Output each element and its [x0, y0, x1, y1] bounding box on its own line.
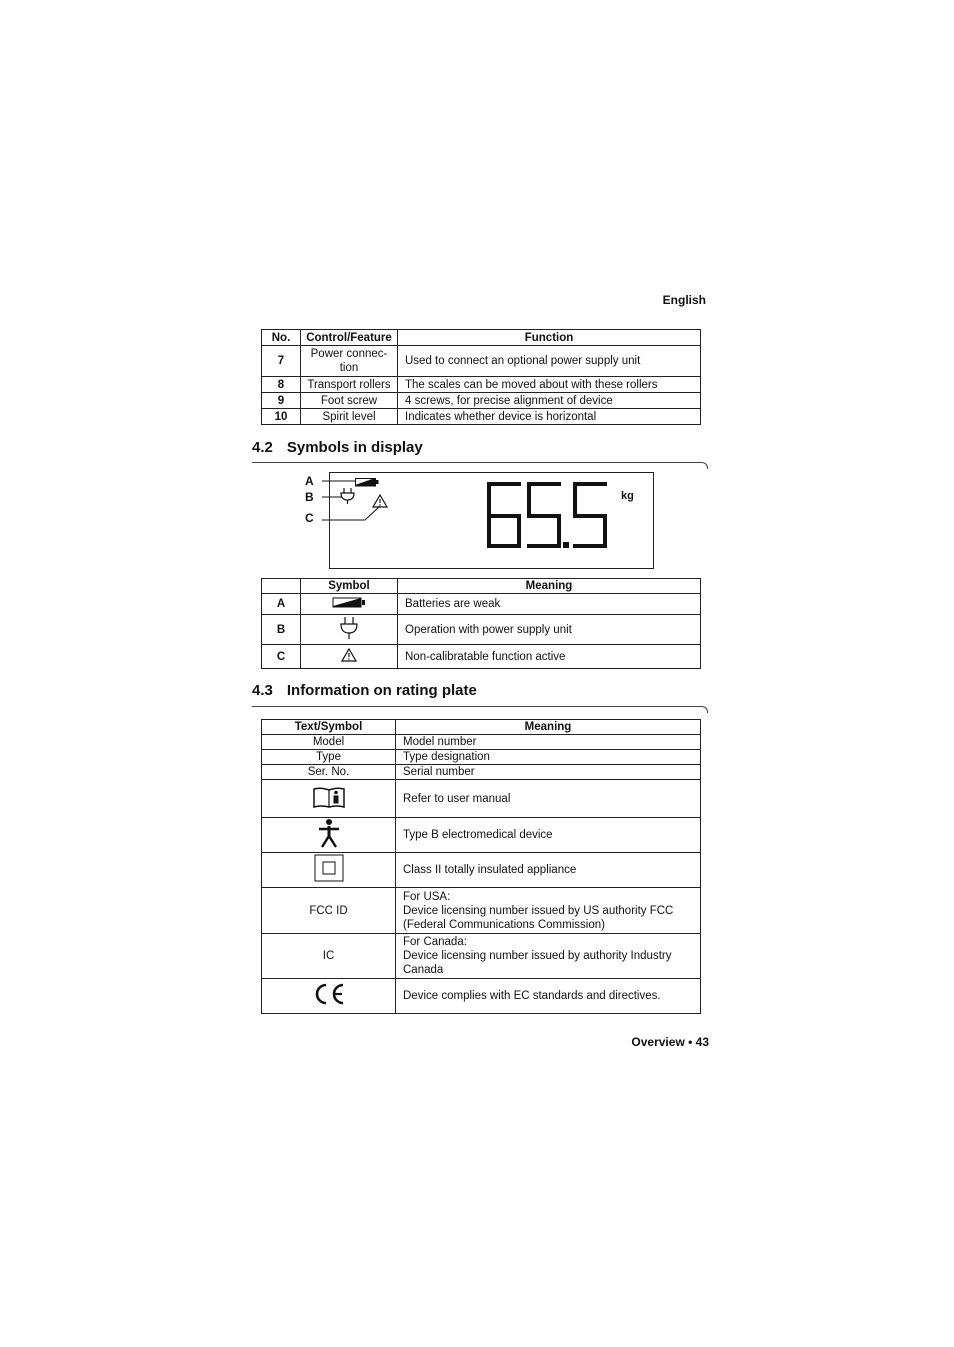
row-feature: Transport rollers — [301, 377, 398, 393]
table-row — [262, 750, 701, 765]
table-row — [262, 934, 701, 979]
segment-digits — [483, 480, 613, 552]
rating-table — [261, 719, 701, 1014]
table-row — [262, 645, 701, 669]
row-feature: Power connec- tion — [301, 346, 398, 377]
section-heading-symbols — [252, 439, 423, 456]
col-header-meaning: Meaning — [396, 720, 701, 735]
row-key: C — [262, 645, 301, 669]
display-label-c: C — [305, 511, 314, 525]
row-meaning: Type designation — [396, 750, 701, 765]
table-row — [262, 780, 701, 818]
row-no: 10 — [262, 409, 301, 425]
ce-mark-icon — [313, 982, 345, 1006]
class-ii-square-icon — [314, 854, 344, 882]
row-key: A — [262, 594, 301, 615]
row-meaning: For Canada: Device licensing number issued by authority Industry Canada — [396, 934, 701, 979]
display-label-a: A — [305, 474, 314, 488]
table-row — [262, 735, 701, 750]
section-rule — [252, 706, 702, 707]
col-header-function: Function — [398, 330, 701, 346]
row-text: IC — [262, 934, 396, 979]
col-header-key — [262, 579, 301, 594]
section-heading-rating — [252, 682, 477, 699]
table-row — [262, 979, 701, 1014]
power-plug-icon — [340, 616, 358, 640]
row-symbol — [301, 594, 398, 615]
row-meaning: Serial number — [396, 765, 701, 780]
row-symbol — [262, 853, 396, 888]
row-meaning: Class II totally insulated appliance — [396, 853, 701, 888]
row-function: The scales can be moved about with these rollers — [398, 377, 701, 393]
section-title: Symbols in display — [286, 439, 423, 456]
row-meaning: Non-calibratable function active — [398, 645, 701, 669]
table-row — [262, 594, 701, 615]
row-symbol — [262, 818, 396, 853]
row-meaning: For USA: Device licensing number issued by US authority FCC (Federal Communications Commission) — [396, 888, 701, 934]
table-row — [262, 377, 701, 393]
battery-weak-icon — [332, 596, 366, 608]
row-function: Used to connect an optional power supply unit — [398, 346, 701, 377]
col-header-feature: Control/Feature — [301, 330, 398, 346]
row-key: B — [262, 615, 301, 645]
row-no: 9 — [262, 393, 301, 409]
warning-triangle-icon — [372, 494, 388, 508]
page-footer: Overview • 43 — [631, 1035, 709, 1049]
row-meaning: Type B electromedical device — [396, 818, 701, 853]
table-row — [262, 888, 701, 934]
table-row — [262, 393, 701, 409]
table-row — [262, 346, 701, 377]
row-no: 8 — [262, 377, 301, 393]
display-illustration — [300, 470, 660, 572]
row-meaning: Model number — [396, 735, 701, 750]
col-header-meaning: Meaning — [398, 579, 701, 594]
section-rule-end — [701, 706, 708, 713]
battery-weak-icon — [355, 477, 379, 487]
row-feature: Spirit level — [301, 409, 398, 425]
row-symbol — [301, 645, 398, 669]
col-header-text-symbol: Text/Symbol — [262, 720, 396, 735]
section-number: 4.3 — [252, 682, 273, 699]
section-rule-end — [701, 462, 708, 469]
user-manual-icon — [313, 786, 345, 808]
row-text: Type — [262, 750, 396, 765]
row-meaning: Refer to user manual — [396, 780, 701, 818]
section-number: 4.2 — [252, 439, 273, 456]
language-label: English — [662, 293, 706, 307]
row-no: 7 — [262, 346, 301, 377]
power-plug-icon — [340, 487, 356, 505]
row-symbol — [301, 615, 398, 645]
row-symbol — [262, 979, 396, 1014]
col-header-symbol: Symbol — [301, 579, 398, 594]
row-text: Model — [262, 735, 396, 750]
warning-triangle-icon — [341, 648, 357, 662]
row-text: FCC ID — [262, 888, 396, 934]
row-feature: Foot screw — [301, 393, 398, 409]
table-row — [262, 615, 701, 645]
display-label-b: B — [305, 490, 314, 504]
row-meaning: Device complies with EC standards and directives. — [396, 979, 701, 1014]
row-function: Indicates whether device is horizontal — [398, 409, 701, 425]
row-meaning: Operation with power supply unit — [398, 615, 701, 645]
row-symbol — [262, 780, 396, 818]
col-header-no: No. — [262, 330, 301, 346]
table-row — [262, 818, 701, 853]
row-function: 4 screws, for precise alignment of device — [398, 393, 701, 409]
row-text: Ser. No. — [262, 765, 396, 780]
unit-label: kg — [621, 490, 634, 502]
row-meaning: Batteries are weak — [398, 594, 701, 615]
table-row — [262, 853, 701, 888]
symbols-table — [261, 578, 701, 669]
section-rule — [252, 462, 702, 463]
controls-table — [261, 329, 701, 425]
table-row — [262, 409, 701, 425]
section-title: Information on rating plate — [286, 682, 477, 699]
table-row — [262, 765, 701, 780]
type-b-person-icon — [317, 818, 341, 848]
